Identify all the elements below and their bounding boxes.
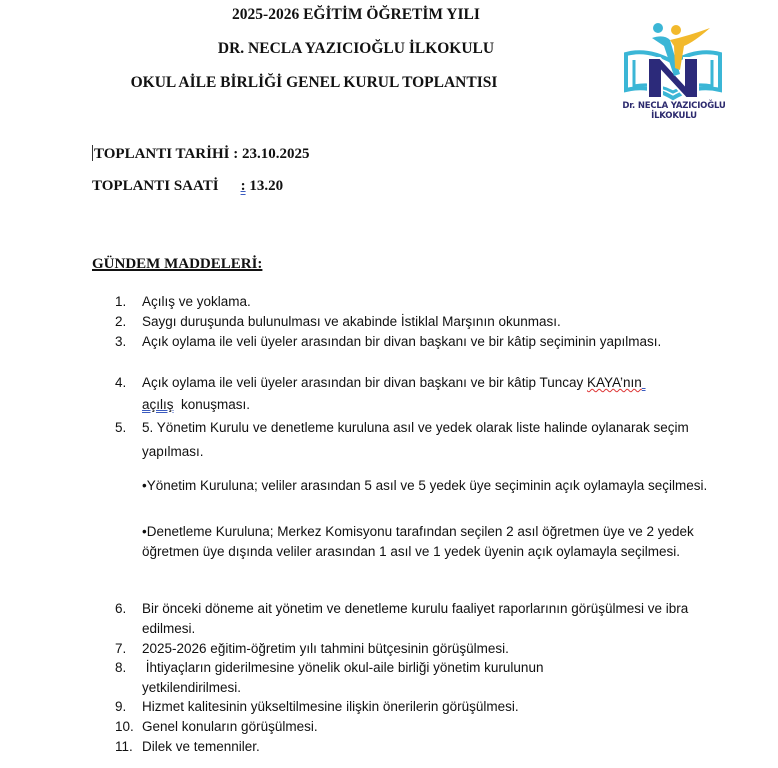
figure-blue-head <box>653 23 663 33</box>
agenda-item-number: 6. <box>115 601 127 616</box>
meeting-title: OKUL AİLE BİRLİĞİ GENEL KURUL TOPLANTISI <box>130 74 498 91</box>
grammar-flagged-word: açılış <box>142 397 174 412</box>
agenda-item-text-part: konuşması. <box>173 397 251 412</box>
agenda-item-text: Açılış ve yoklama. <box>142 294 251 309</box>
school-name-title: DR. NECLA YAZICIOĞLU İLKOKULU <box>217 40 495 57</box>
agenda-item-number: 1. <box>115 294 127 309</box>
agenda-item-text: İhtiyaçların giderilmesine yönelik okul-aile birliği yönetim kurulunun yetkilendirilmesi. <box>142 660 548 695</box>
agenda-item-text: 2025-2026 eğitim-öğretim yılı tahmini bütçesinin görüşülmesi. <box>142 641 509 656</box>
text-cursor <box>92 145 93 161</box>
logo-caption-line2: İLKOKULU <box>651 111 697 121</box>
meeting-date-value: 23.10.2025 <box>241 146 310 162</box>
figure-yellow-head <box>671 25 681 35</box>
agenda-subpoint: •Denetleme Kuruluna; Merkez Komisyonu tarafından seçilen 2 asıl öğretmen üye ve 2 yedek öğretmen üye dışında veliler arasından 1 asıl ve 1 yedek üyenin açık oylamayla seçilmesi. <box>142 524 694 559</box>
agenda-item-number: 11. <box>115 739 133 754</box>
meeting-time-separator: : <box>240 178 246 194</box>
agenda-item-number: 4. <box>115 375 127 390</box>
agenda-item-text: Dilek ve temenniler. <box>142 739 260 754</box>
agenda-item-number: 7. <box>115 641 127 656</box>
agenda-item-number: 8. <box>115 660 127 675</box>
meeting-date-row <box>92 145 309 163</box>
meeting-time-value: 13.20 <box>245 178 284 194</box>
agenda-heading: GÜNDEM MADDELERİ: <box>92 256 263 272</box>
agenda-item-text-part: Açık oylama ile veli üyeler arasından bir divan başkanı ve bir kâtip Tuncay <box>142 375 587 390</box>
meeting-time-row <box>92 178 283 195</box>
logo-caption <box>616 101 732 121</box>
agenda-item-text: Bir önceki döneme ait yönetim ve denetleme kurulu faaliyet raporlarının görüşülmesi ve ibra edilmesi. <box>142 601 689 636</box>
grammar-flagged-space <box>642 375 646 390</box>
spelling-flagged-word: KAYA’nın <box>586 375 642 390</box>
meeting-date-separator: : <box>229 146 242 162</box>
agenda-item-number: 10. <box>115 719 134 734</box>
agenda-item-number: 2. <box>115 314 127 329</box>
agenda-item-text: 5. Yönetim Kurulu ve denetleme kuruluna asıl ve yedek olarak liste halinde oylanarak seçim yapılması. <box>142 420 689 459</box>
meeting-time-label: TOPLANTI SAATİ <box>92 178 219 194</box>
agenda-item-text <box>142 372 712 416</box>
agenda-item-text: Saygı duruşunda bulunulması ve akabinde İstiklal Marşının okunması. <box>142 314 561 329</box>
agenda-item-text: Genel konuların görüşülmesi. <box>142 719 318 734</box>
agenda-item-text: Hizmet kalitesinin yükseltilmesine ilişkin önerilerin görüşülmesi. <box>142 699 519 714</box>
meeting-date-label: TOPLANTI TARİHİ <box>94 146 230 162</box>
agenda-item-number: 3. <box>115 334 127 349</box>
agenda-subpoint: •Yönetim Kuruluna; veliler arasından 5 asıl ve 5 yedek üye seçiminin açık oylamayla seçilmesi. <box>142 478 708 493</box>
logo-caption-line1: Dr. NECLA YAZICIOĞLU <box>622 101 726 111</box>
academic-year-title: 2025-2026 EĞİTİM ÖĞRETİM YILI <box>232 6 480 23</box>
agenda-item-number: 9. <box>115 699 127 714</box>
agenda-item-text: Açık oylama ile veli üyeler arasından bir divan başkanı ve bir kâtip seçiminin yapılması. <box>142 334 662 349</box>
agenda-item-number: 5. <box>115 420 127 435</box>
